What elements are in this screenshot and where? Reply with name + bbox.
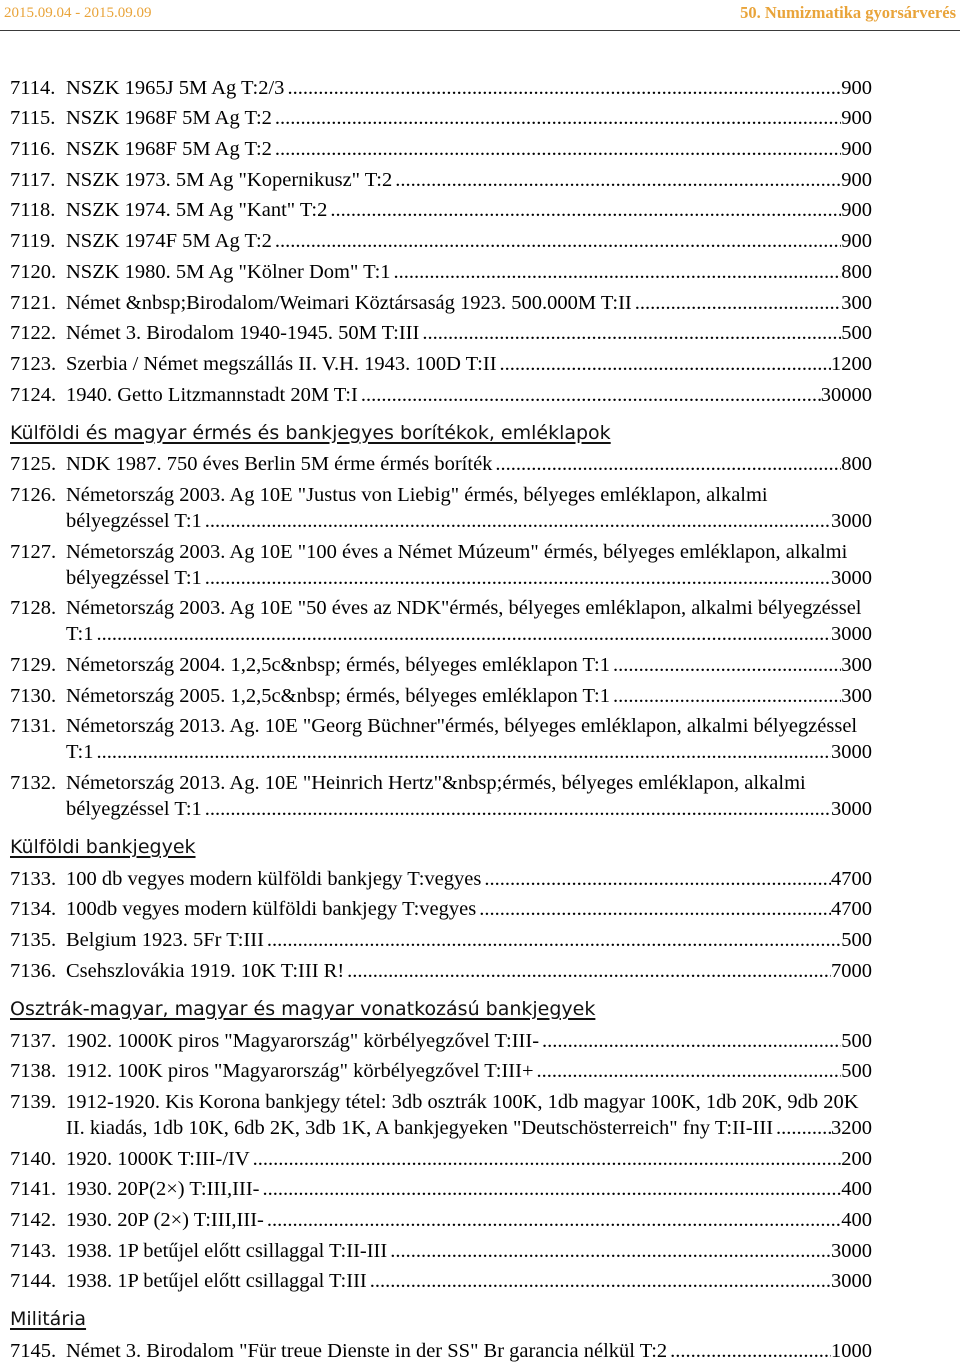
lot-price: 800 — [841, 453, 872, 476]
dot-leader — [534, 1058, 842, 1084]
lot-number: 7145. — [10, 1340, 57, 1362]
lot-entry — [10, 647, 872, 678]
lot-description-text: NSZK 1980. 5M Ag "Kölner Dom" T:1 — [66, 260, 391, 283]
lot-description — [66, 866, 872, 892]
dot-leader — [272, 136, 841, 162]
lot-description-text: Belgium 1923. 5Fr T:III — [66, 929, 264, 952]
lot-description — [66, 896, 872, 922]
lot-description — [66, 1146, 872, 1172]
dot-leader — [202, 508, 831, 534]
lot-entry — [10, 953, 872, 984]
lot-description-line — [66, 713, 872, 739]
header-date-range: 2015.09.04 - 2015.09.09 — [4, 5, 152, 21]
lot-description-line — [66, 136, 872, 162]
lot-description-line — [66, 508, 872, 534]
lot-price: 3000 — [831, 1239, 872, 1262]
lot-price: 3000 — [831, 566, 872, 589]
lot-description-line — [66, 621, 872, 647]
lot-entry — [10, 765, 872, 822]
lot-entry — [10, 254, 872, 285]
lot-description-text: NSZK 1968F 5M Ag T:2 — [66, 138, 272, 161]
lot-entry — [10, 101, 872, 132]
lot-description — [66, 539, 872, 591]
lot-description-line — [66, 105, 872, 131]
lot-number: 7143. — [10, 1239, 57, 1262]
dot-leader — [392, 167, 841, 193]
lot-price: 500 — [841, 929, 872, 952]
lot-description-line — [66, 958, 872, 984]
lot-number: 7123. — [10, 352, 57, 375]
header-divider — [0, 30, 960, 31]
lot-description-line — [66, 770, 872, 796]
lot-description-line — [66, 595, 872, 621]
lot-price: 500 — [841, 322, 872, 345]
dot-leader — [284, 75, 841, 101]
lot-description-text: Németország 2003. Ag 10E "50 éves az NDK"érmés, bélyeges emléklapon, alkalmi bélyegzéssel — [66, 597, 862, 620]
lot-description — [66, 105, 872, 131]
lot-entry — [10, 1233, 872, 1264]
lot-price: 3000 — [831, 623, 872, 646]
lot-description — [66, 713, 872, 765]
lot-description-text: bélyegzéssel T:1 — [66, 566, 202, 589]
lot-description-line — [66, 652, 872, 678]
lot-description — [66, 136, 872, 162]
lot-description-line — [66, 739, 872, 765]
lot-description-line — [66, 382, 872, 408]
section-heading: Militária — [10, 1308, 87, 1331]
lot-entry — [10, 591, 872, 648]
lot-price: 800 — [841, 260, 872, 283]
lot-number: 7121. — [10, 291, 57, 314]
lot-description — [66, 1028, 872, 1054]
lot-description — [66, 167, 872, 193]
lot-number: 7128. — [10, 597, 57, 620]
lot-price: 900 — [841, 230, 872, 253]
lot-number: 7131. — [10, 715, 57, 738]
lot-price: 3000 — [831, 1270, 872, 1293]
lot-entry — [10, 1023, 872, 1054]
lot-entry — [10, 70, 872, 101]
section-heading: Osztrák-magyar, magyar és magyar vonatkozású bankjegyek — [10, 997, 596, 1020]
lot-description-line — [66, 896, 872, 922]
lot-description — [66, 1268, 872, 1294]
lot-number: 7122. — [10, 322, 57, 345]
lot-description-line — [66, 451, 872, 477]
lot-description — [66, 290, 872, 316]
lot-description-line — [66, 1176, 872, 1202]
lot-entry — [10, 678, 872, 709]
lot-description-text: 1912. 100K piros "Magyarország" körbélyegzővel T:III+ — [66, 1060, 534, 1083]
dot-leader — [264, 1207, 841, 1233]
dot-leader — [259, 1176, 841, 1202]
lot-description-text: Német 3. Birodalom "Für treue Dienste in der SS" Br garancia nélkül T:2 — [66, 1340, 668, 1362]
lot-description-line — [66, 75, 872, 101]
lot-description-line — [66, 482, 872, 508]
lot-description-text: Német 3. Birodalom 1940-1945. 50M T:III — [66, 322, 420, 345]
lot-description-text: II. kiadás, 1db 10K, 6db 2K, 3db 1K, A bankjegyeken "Deutschösterreich" fny T:II-III — [66, 1116, 774, 1139]
dot-leader — [250, 1146, 842, 1172]
dot-leader — [272, 228, 841, 254]
lot-number: 7120. — [10, 260, 57, 283]
lot-description — [66, 75, 872, 101]
lot-description-line — [66, 290, 872, 316]
lot-description-line — [66, 1058, 872, 1084]
dot-leader — [202, 565, 831, 591]
lot-description — [66, 228, 872, 254]
dot-leader — [387, 1238, 831, 1264]
lot-number: 7142. — [10, 1208, 57, 1231]
dot-leader — [497, 351, 831, 377]
lot-number: 7133. — [10, 867, 57, 890]
lot-description-text: 1902. 1000K piros "Magyarország" körbélyegzővel T:III- — [66, 1029, 540, 1052]
lot-description-line — [66, 197, 872, 223]
lot-price: 300 — [841, 291, 872, 314]
lot-description-text: NSZK 1973. 5M Ag "Kopernikusz" T:2 — [66, 168, 393, 191]
lot-description-text: Németország 2003. Ag 10E "100 éves a Német Múzeum" érmés, bélyeges emléklapon, alkalmi — [66, 540, 848, 563]
lot-description — [66, 1089, 872, 1141]
dot-leader — [539, 1028, 841, 1054]
lot-entry — [10, 162, 872, 193]
section-heading: Külföldi és magyar érmés és bankjegyes borítékok, emléklapok — [10, 421, 611, 444]
dot-leader — [264, 927, 841, 953]
lot-entry — [10, 193, 872, 224]
lot-price: 30000 — [820, 383, 872, 406]
lot-description-text: NSZK 1968F 5M Ag T:2 — [66, 107, 272, 130]
lot-description — [66, 652, 872, 678]
lot-description — [66, 1238, 872, 1264]
lot-number: 7114. — [10, 76, 56, 99]
dot-leader — [327, 197, 841, 223]
lot-entry — [10, 892, 872, 923]
lot-description-line — [66, 228, 872, 254]
lot-description-text: 1938. 1P betűjel előtt csillaggal T:II-III — [66, 1239, 388, 1262]
lot-number: 7115. — [10, 107, 56, 130]
lot-description-text: NSZK 1974F 5M Ag T:2 — [66, 230, 272, 253]
lot-price: 3000 — [831, 741, 872, 764]
lot-number: 7138. — [10, 1060, 57, 1083]
lot-entry — [10, 447, 872, 478]
lot-description-text: T:1 — [66, 741, 94, 764]
lot-description — [66, 1338, 872, 1364]
lot-description — [66, 320, 872, 346]
section-heading: Külföldi bankjegyek — [10, 836, 196, 859]
lot-description — [66, 770, 872, 822]
lot-number: 7119. — [10, 230, 56, 253]
lot-description — [66, 382, 872, 408]
lot-description-text: 1930. 20P(2×) T:III,III- — [66, 1178, 260, 1201]
lot-description-line — [66, 539, 872, 565]
lot-number: 7118. — [10, 199, 56, 222]
dot-leader — [481, 866, 831, 892]
lot-price: 300 — [841, 684, 872, 707]
lot-description-line — [66, 1207, 872, 1233]
lot-description — [66, 451, 872, 477]
lot-entry — [10, 285, 872, 316]
lot-number: 7117. — [10, 168, 56, 191]
page-header — [0, 0, 960, 30]
dot-leader — [202, 796, 831, 822]
lot-price: 4700 — [831, 898, 872, 921]
lot-entry — [10, 1172, 872, 1203]
lot-description-text: Németország 2013. Ag. 10E "Georg Büchner"érmés, bélyeges emléklapon, alkalmi bélyegzéssel — [66, 715, 858, 738]
lot-description-line — [66, 796, 872, 822]
lot-description-line — [66, 866, 872, 892]
lot-description-text: T:1 — [66, 623, 94, 646]
dot-leader — [667, 1338, 831, 1364]
dot-leader — [419, 320, 841, 346]
lot-description — [66, 259, 872, 285]
lot-description-text: NDK 1987. 750 éves Berlin 5M érme érmés boríték — [66, 453, 493, 476]
lot-description-text: 1920. 1000K T:III-/IV — [66, 1147, 250, 1170]
lot-description-line — [66, 1338, 872, 1364]
lot-entry — [10, 346, 872, 377]
lot-number: 7124. — [10, 383, 57, 406]
lot-number: 7141. — [10, 1178, 57, 1201]
lot-number: 7137. — [10, 1029, 57, 1052]
lot-price: 900 — [841, 76, 872, 99]
lot-price: 3200 — [831, 1116, 872, 1139]
catalog-content — [10, 70, 872, 1364]
dot-leader — [93, 621, 831, 647]
lot-description — [66, 482, 872, 534]
lot-entry — [10, 922, 872, 953]
lot-price: 4700 — [831, 867, 872, 890]
lot-entry — [10, 223, 872, 254]
dot-leader — [391, 259, 842, 285]
dot-leader — [492, 451, 841, 477]
lot-number: 7130. — [10, 684, 57, 707]
lot-description-line — [66, 927, 872, 953]
lot-description-text: 100db vegyes modern külföldi bankjegy T:vegyes — [66, 898, 477, 921]
lot-number: 7129. — [10, 654, 57, 676]
lot-price: 400 — [841, 1178, 872, 1201]
dot-leader — [476, 896, 831, 922]
lot-number: 7116. — [10, 138, 56, 161]
lot-description — [66, 1176, 872, 1202]
lot-description — [66, 958, 872, 984]
lot-price: 200 — [841, 1147, 872, 1170]
dot-leader — [773, 1115, 831, 1141]
lot-description-text: Német &nbsp;Birodalom/Weimari Köztársaság 1923. 500.000M T:II — [66, 291, 632, 314]
lot-price: 3000 — [831, 509, 872, 532]
lot-entry — [10, 1202, 872, 1233]
lot-number: 7125. — [10, 453, 57, 476]
lot-description-line — [66, 351, 872, 377]
lot-number: 7139. — [10, 1090, 57, 1113]
lot-description-text: Csehszlovákia 1919. 10K T:III R! — [66, 959, 345, 982]
lot-description-text: Németország 2005. 1,2,5c&nbsp; érmés, bélyeges emléklapon T:1 — [66, 684, 610, 707]
lot-description-line — [66, 1268, 872, 1294]
lot-entry — [10, 377, 872, 408]
lot-description-text: NSZK 1965J 5M Ag T:2/3 — [66, 76, 285, 99]
dot-leader — [344, 958, 831, 984]
lot-price: 900 — [841, 107, 872, 130]
lot-description-text: Németország 2013. Ag. 10E "Heinrich Hertz"&nbsp;érmés, bélyeges emléklapon, alkalmi — [66, 772, 806, 795]
lot-description-text: bélyegzéssel T:1 — [66, 509, 202, 532]
lot-entry — [10, 534, 872, 591]
lot-description — [66, 351, 872, 377]
lot-entry — [10, 1054, 872, 1085]
lot-description — [66, 1058, 872, 1084]
lot-description-line — [66, 1146, 872, 1172]
lot-price: 900 — [841, 168, 872, 191]
lot-price: 3000 — [831, 798, 872, 821]
lot-entry — [10, 131, 872, 162]
dot-leader — [610, 683, 841, 709]
lot-description-text: 1940. Getto Litzmannstadt 20M T:I — [66, 383, 358, 406]
lot-number: 7132. — [10, 772, 57, 795]
lot-price: 900 — [841, 199, 872, 222]
lot-description-line — [66, 1115, 872, 1141]
dot-leader — [272, 105, 841, 131]
lot-entry — [10, 477, 872, 534]
lot-description-text: 100 db vegyes modern külföldi bankjegy T:vegyes — [66, 867, 482, 890]
lot-price: 500 — [841, 1029, 872, 1052]
lot-price: 900 — [841, 138, 872, 161]
lot-price: 500 — [841, 1060, 872, 1083]
lot-description-line — [66, 565, 872, 591]
lot-entry — [10, 316, 872, 347]
lot-entry — [10, 861, 872, 892]
lot-number: 7126. — [10, 483, 57, 506]
lot-number: 7127. — [10, 540, 57, 563]
lot-description-line — [66, 683, 872, 709]
lot-description-line — [66, 1238, 872, 1264]
lot-entry — [10, 1141, 872, 1172]
lot-description-line — [66, 259, 872, 285]
lot-description-line — [66, 1089, 872, 1115]
dot-leader — [610, 652, 841, 678]
lot-description-text: Németország 2004. 1,2,5c&nbsp; érmés, bélyeges emléklapon T:1 — [66, 654, 610, 676]
dot-leader — [367, 1268, 831, 1294]
lot-number: 7134. — [10, 898, 57, 921]
dot-leader — [632, 290, 842, 316]
dot-leader — [358, 382, 821, 408]
lot-description-text: NSZK 1974. 5M Ag "Kant" T:2 — [66, 199, 328, 222]
lot-entry — [10, 1084, 872, 1141]
dot-leader — [93, 739, 831, 765]
lot-number: 7135. — [10, 929, 57, 952]
lot-entry — [10, 1264, 872, 1295]
lot-number: 7140. — [10, 1147, 57, 1170]
lot-price: 1000 — [831, 1340, 872, 1362]
lot-description-text: Szerbia / Német megszállás II. V.H. 1943. 100D T:II — [66, 352, 497, 375]
lot-entry — [10, 709, 872, 766]
lot-number: 7144. — [10, 1270, 57, 1293]
lot-description-line — [66, 167, 872, 193]
lot-description — [66, 197, 872, 223]
lot-description — [66, 1207, 872, 1233]
lot-price: 1200 — [831, 352, 872, 375]
lot-entry — [10, 1333, 872, 1364]
lot-description-line — [66, 320, 872, 346]
lot-description-text: bélyegzéssel T:1 — [66, 798, 202, 821]
lot-description-text: 1938. 1P betűjel előtt csillaggal T:III — [66, 1270, 367, 1293]
lot-description-line — [66, 1028, 872, 1054]
lot-description — [66, 595, 872, 647]
lot-description-text: Németország 2003. Ag 10E "Justus von Liebig" érmés, bélyeges emléklapon, alkalmi — [66, 483, 768, 506]
lot-price: 400 — [841, 1208, 872, 1231]
lot-description-text: 1930. 20P (2×) T:III,III- — [66, 1208, 264, 1231]
lot-description-text: 1912-1920. Kis Korona bankjegy tétel: 3db osztrák 100K, 1db magyar 100K, 1db 20K, 9db 20K — [66, 1090, 859, 1113]
lot-price: 7000 — [831, 959, 872, 982]
lot-price: 300 — [841, 654, 872, 676]
header-auction-title: 50. Numizmatika gyorsárverés — [740, 3, 956, 22]
lot-description — [66, 683, 872, 709]
lot-number: 7136. — [10, 959, 57, 982]
lot-description — [66, 927, 872, 953]
